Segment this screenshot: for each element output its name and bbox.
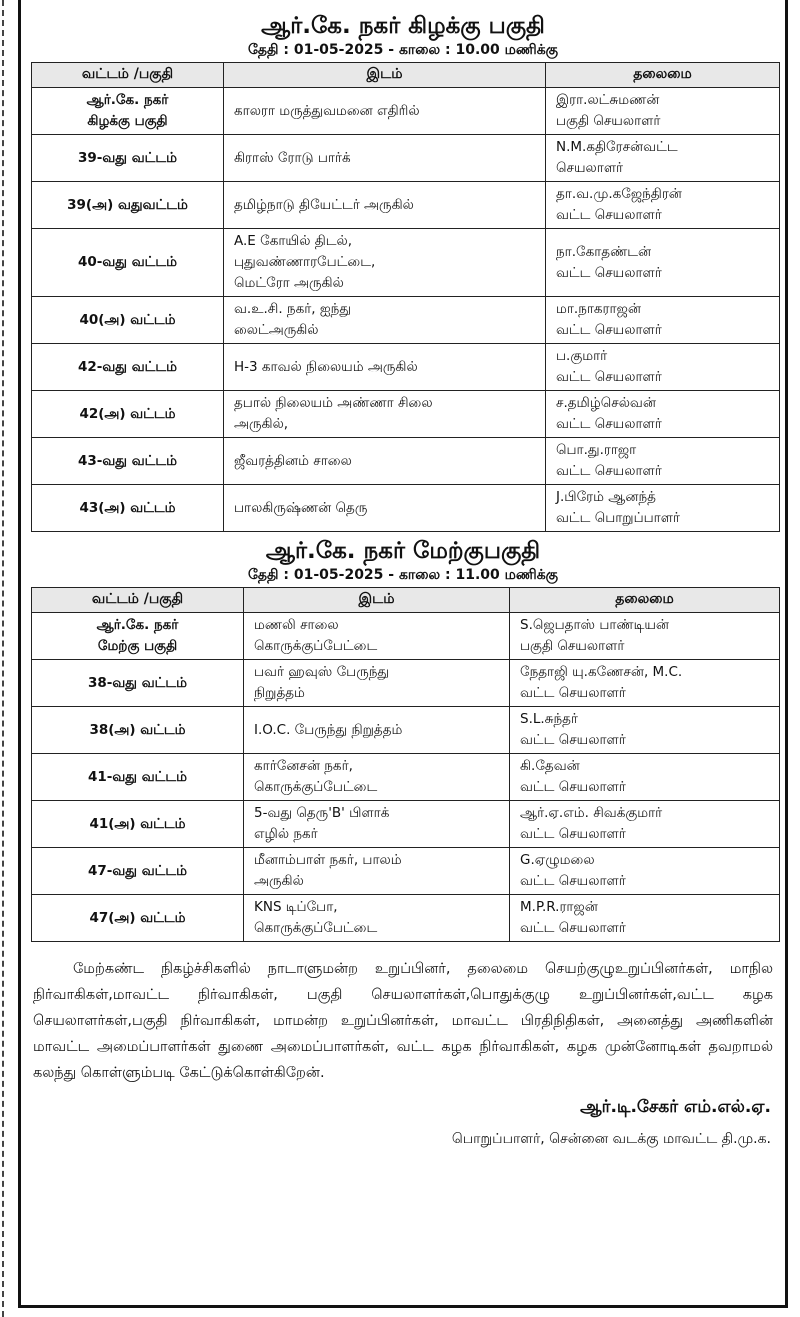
place-cell: பாலகிருஷ்ணன் தெரு (224, 485, 546, 532)
ward-cell: ஆர்.கே. நகர் கிழக்கு பகுதி (32, 88, 224, 135)
ward-cell: 47-வது வட்டம் (32, 848, 244, 895)
table-row (32, 801, 780, 848)
ward-cell: 41-வது வட்டம் (32, 754, 244, 801)
header-ward: வட்டம் /பகுதி (32, 588, 244, 613)
table-row (32, 391, 780, 438)
ward-cell: 47(அ) வட்டம் (32, 895, 244, 942)
leader-cell: இரா.லட்சுமணன் பகுதி செயலாளர் (546, 88, 780, 135)
table-row (32, 660, 780, 707)
ward-cell: 43(அ) வட்டம் (32, 485, 224, 532)
table-row (32, 485, 780, 532)
leader-cell: நேதாஜி யு.கணேசன், M.C. வட்ட செயலாளர் (510, 660, 780, 707)
ward-cell: 39-வது வட்டம் (32, 135, 224, 182)
place-cell: காலரா மருத்துவமனை எதிரில் (224, 88, 546, 135)
east-schedule-table (31, 62, 780, 532)
place-cell: கார்னேசன் நகர், கொருக்குப்பேட்டை (244, 754, 510, 801)
ward-cell: 38(அ) வட்டம் (32, 707, 244, 754)
table-row (32, 229, 780, 297)
signatory-role: பொறுப்பாளர், சென்னை வடக்கு மாவட்ட தி.மு.க. (451, 1131, 771, 1147)
table-row (32, 613, 780, 660)
table-row (32, 707, 780, 754)
ward-cell: 42-வது வட்டம் (32, 344, 224, 391)
cut-line (2, 0, 4, 1317)
table-row (32, 895, 780, 942)
leader-cell: பொ.து.ராஜா வட்ட செயலாளர் (546, 438, 780, 485)
leader-cell: M.P.R.ராஜன் வட்ட செயலாளர் (510, 895, 780, 942)
leader-cell: S.ஜெபதாஸ் பாண்டியன் பகுதி செயலாளர் (510, 613, 780, 660)
east-section-title: ஆர்.கே. நகர் கிழக்கு பகுதி (261, 13, 545, 39)
ward-cell: 39(அ) வதுவட்டம் (32, 182, 224, 229)
leader-cell: S.L.சுந்தர் வட்ட செயலாளர் (510, 707, 780, 754)
west-schedule-table (31, 587, 780, 942)
ward-cell: 42(அ) வட்டம் (32, 391, 224, 438)
east-date-line: தேதி : 01-05-2025 - காலை : 10.00 மணிக்கு (247, 42, 559, 58)
leader-cell: J.பிரேம் ஆனந்த் வட்ட பொறுப்பாளர் (546, 485, 780, 532)
place-cell: ஜீவரத்தினம் சாலை (224, 438, 546, 485)
header-place: இடம் (244, 588, 510, 613)
leader-cell: ப.குமார் வட்ட செயலாளர் (546, 344, 780, 391)
place-cell: 5-வது தெரு'B' பிளாக் எழில் நகர் (244, 801, 510, 848)
place-cell: H-3 காவல் நிலையம் அருகில் (224, 344, 546, 391)
leader-cell: ச.தமிழ்செல்வன் வட்ட செயலாளர் (546, 391, 780, 438)
table-row (32, 344, 780, 391)
notice-paragraph: மேற்கண்ட நிகழ்ச்சிகளில் நாடாளுமன்ற உறுப்பினர், தலைமை செயற்குழுஉறுப்பினர்கள், மாநில நிர்வாகிகள்,மாவட்ட நிர்வாகிகள், பகுதி செயலாளர்கள்,பொதுக்குழு உறுப்பினர்கள்,வட்ட கழக செயலாளர்கள்,பகுதி நிர்வாகிகள், மாமன்ற உறுப்பினர்கள், மாவட்ட பிரதிநிதிகள், அனைத்து அணிகளின் மாவட்ட அமைப்பாளர்கள் துணை அமைப்பாளர்கள், வட்ட கழக நிர்வாகிகள், கழக முன்னோடிகள் தவறாமல் கலந்து கொள்ளும்படி கேட்டுக்கொள்கிறேன். (33, 961, 773, 1081)
ward-cell: 41(அ) வட்டம் (32, 801, 244, 848)
signatory-name: ஆர்.டி.சேகர் எம்.எல்.ஏ. (580, 1097, 771, 1117)
header-leader: தலைமை (510, 588, 780, 613)
place-cell: தமிழ்நாடு தியேட்டர் அருகில் (224, 182, 546, 229)
table-row (32, 182, 780, 229)
leader-cell: ஆர்.ஏ.எம். சிவக்குமார் வட்ட செயலாளர் (510, 801, 780, 848)
header-place: இடம் (224, 63, 546, 88)
table-row (32, 438, 780, 485)
leader-cell: G.ஏழுமலை வட்ட செயலாளர் (510, 848, 780, 895)
header-leader: தலைமை (546, 63, 780, 88)
place-cell: மணலி சாலை கொருக்குப்பேட்டை (244, 613, 510, 660)
west-section-title: ஆர்.கே. நகர் மேற்குபகுதி (265, 538, 541, 564)
place-cell: கிராஸ் ரோடு பார்க் (224, 135, 546, 182)
place-cell: மீனாம்பாள் நகர், பாலம் அருகில் (244, 848, 510, 895)
ward-cell: 43-வது வட்டம் (32, 438, 224, 485)
table-row (32, 754, 780, 801)
place-cell: வ.உ.சி. நகர், ஐந்து லைட்அருகில் (224, 297, 546, 344)
leader-cell: மா.நாகராஜன் வட்ட செயலாளர் (546, 297, 780, 344)
leader-cell: தா.வ.மு.கஜேந்திரன் வட்ட செயலாளர் (546, 182, 780, 229)
ward-cell: ஆர்.கே. நகர் மேற்கு பகுதி (32, 613, 244, 660)
place-cell: KNS டிப்போ, கொருக்குப்பேட்டை (244, 895, 510, 942)
place-cell: பவர் ஹவுஸ் பேருந்து நிறுத்தம் (244, 660, 510, 707)
place-cell: A.E கோயில் திடல், புதுவண்ணாரபேட்டை, மெட்ரோ அருகில் (224, 229, 546, 297)
ward-cell: 40(அ) வட்டம் (32, 297, 224, 344)
ward-cell: 40-வது வட்டம் (32, 229, 224, 297)
notice-frame (18, 0, 788, 1308)
leader-cell: கி.தேவன் வட்ட செயலாளர் (510, 754, 780, 801)
ward-cell: 38-வது வட்டம் (32, 660, 244, 707)
header-ward: வட்டம் /பகுதி (32, 63, 224, 88)
table-row (32, 848, 780, 895)
leader-cell: N.M.கதிரேசன்வட்ட செயலாளர் (546, 135, 780, 182)
leader-cell: நா.கோதண்டன் வட்ட செயலாளர் (546, 229, 780, 297)
west-date-line: தேதி : 01-05-2025 - காலை : 11.00 மணிக்கு (247, 567, 559, 583)
place-cell: I.O.C. பேருந்து நிறுத்தம் (244, 707, 510, 754)
table-header-row (32, 588, 780, 613)
table-row (32, 297, 780, 344)
table-row (32, 88, 780, 135)
table-header-row (32, 63, 780, 88)
table-row (32, 135, 780, 182)
place-cell: தபால் நிலையம் அண்ணா சிலை அருகில், (224, 391, 546, 438)
